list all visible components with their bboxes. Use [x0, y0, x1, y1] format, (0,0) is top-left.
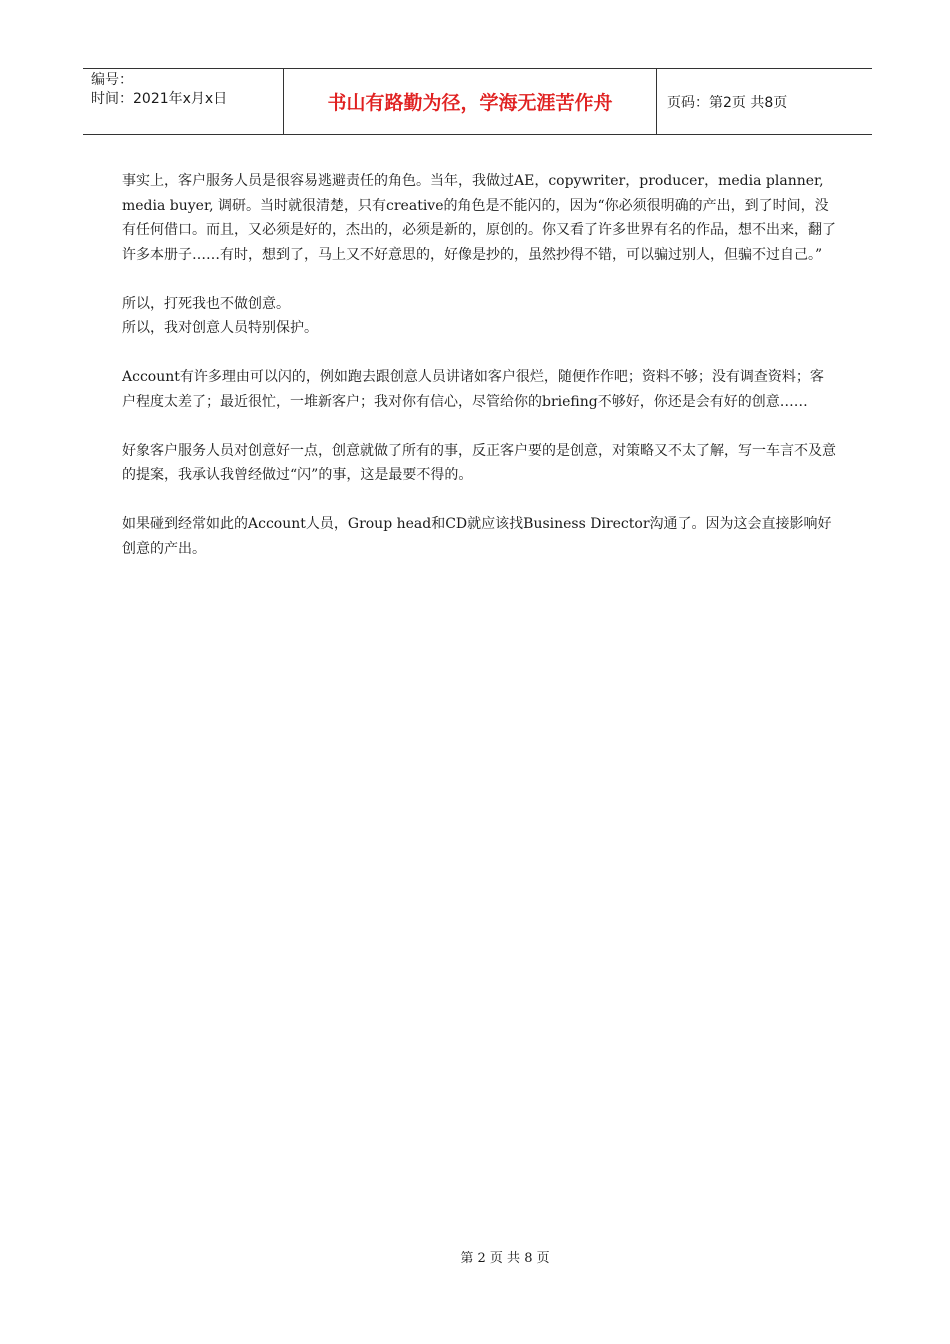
header-page-info: 页码：第2页 共8页 — [667, 94, 788, 111]
page-footer: 第 2 页 共 8 页 — [460, 1251, 550, 1266]
page-header — [83, 68, 872, 135]
paragraph-dodging: 好象客户服务人员对创意好一点，创意就做了所有的事，反正客户要的是创意，对策略又不太了解，写一车言不及意的提案，我承认我曾经做过“闪”的事，这是最要不得的。 — [122, 442, 836, 483]
document-body — [122, 169, 837, 586]
paragraph-account-excuses: Account有许多理由可以闪的，例如跑去跟创意人员讲诸如客户很烂，随便作作吧；资料不够；没有调查资料；客户程度太差了；最近很忙，一堆新客户；我对你有信心，尽管给你的briefing不够好，你还是会有好的创意…… — [122, 369, 824, 410]
header-motto: 书山有路勤为径，学海无涯苦作舟 — [284, 69, 657, 134]
paragraph-no-creative: 所以，打死我也不做创意。 — [122, 295, 290, 312]
header-meta — [83, 69, 284, 134]
paragraph-escalation: 如果碰到经常如此的Account人员，Group head和CD就应该找Business Director沟通了。因为这会直接影响好创意的产出。 — [122, 516, 832, 557]
paragraph-protect-creative: 所以，我对创意人员特别保护。 — [122, 320, 318, 336]
document-time-label: 时间：2021年x月x日 — [91, 91, 228, 107]
document-number-label: 编号： — [91, 72, 133, 88]
paragraph-responsibility: 事实上，客户服务人员是很容易逃避责任的角色。当年，我做过AE，copywriter，producer，media planner, media buyer, 调研。当时就很清楚，只有creative的角色是不能闪的，因为“你必须很明确的产出，到了时间，没有任何借口。而且，又必须是好的，杰出的，必须是新的，原创的。你又看了许多世界有名的作品，想不出来，翻了许多本册子……有时，想到了，马上又不好意思的，好像是抄的，虽然抄得不错，可以骗过别人，但骗不过自己。” — [122, 173, 836, 263]
